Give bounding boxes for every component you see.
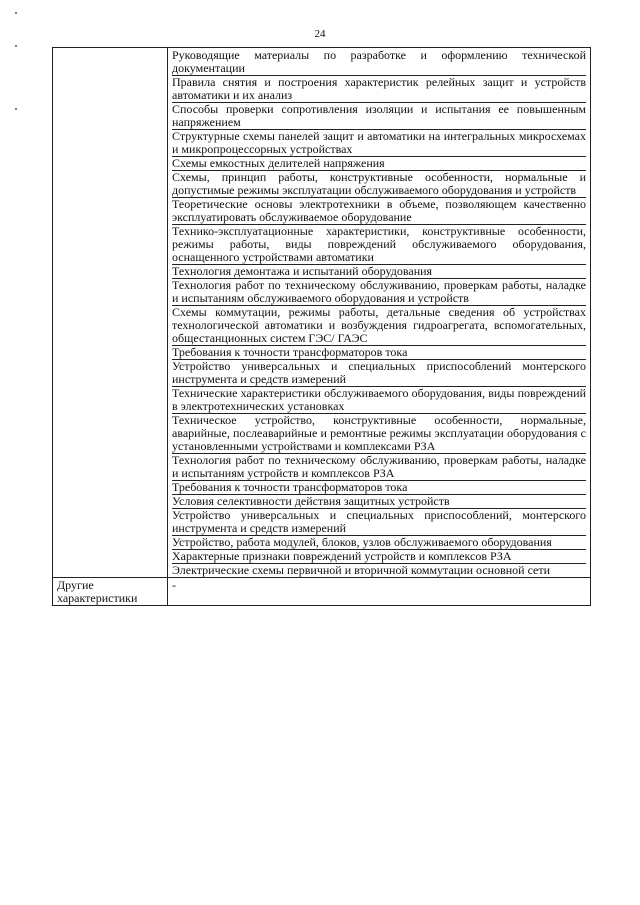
list-item: Схемы, принцип работы, конструктивные особенности, нормальные и допустимые режимы эксплуатации обслуживаемого оборудования и устройств bbox=[172, 170, 586, 197]
list-item: Правила снятия и построения характеристик релейных защит и устройств автоматики и их анализ bbox=[172, 75, 586, 102]
requirements-table bbox=[52, 47, 591, 606]
page-number: 24 bbox=[314, 28, 326, 40]
scan-dot-mark bbox=[15, 12, 17, 14]
table-row bbox=[53, 578, 591, 606]
list-item: Условия селективности действия защитных устройств bbox=[172, 495, 586, 509]
list-item: Способы проверки сопротивления изоляции и испытания ее повышенным напряжением bbox=[172, 102, 586, 129]
left-cell-empty bbox=[53, 48, 168, 578]
table-row bbox=[53, 48, 591, 578]
list-item: Теоретические основы электротехники в объеме, позволяющем качественно эксплуатировать обслуживаемое оборудование bbox=[172, 197, 586, 224]
list-item: Технология демонтажа и испытаний оборудования bbox=[172, 265, 586, 279]
list-item: Схемы емкостных делителей напряжения bbox=[172, 157, 586, 171]
list-item: Техническое устройство, конструктивные особенности, нормальные, аварийные, послеаварийные и ремонтные режимы эксплуатации оборудования с установленными устройствами и комплексами РЗА bbox=[172, 413, 586, 453]
knowledge-list-cell bbox=[168, 48, 591, 578]
list-item: Характерные признаки повреждений устройств и комплексов РЗА bbox=[172, 550, 586, 564]
list-item: Устройство универсальных и специальных приспособлений, монтерского инструмента и средств измерений bbox=[172, 508, 586, 535]
list-item: Структурные схемы панелей защит и автоматики на интегральных микросхемах и микропроцессорных устройствах bbox=[172, 129, 586, 156]
list-item: Технико-эксплуатационные характеристики, конструктивные особенности, режимы работы, виды повреждений обслуживаемого оборудования, оснащенного устройствами автоматики bbox=[172, 224, 586, 264]
list-item: Схемы коммутации, режимы работы, детальные сведения об устройствах технологической автоматики и возбуждения гидроагрегата, вспомогательных, общестанционных систем ГЭС/ ГАЭС bbox=[172, 305, 586, 345]
list-item: Технические характеристики обслуживаемого оборудования, виды повреждений в электротехнических установках bbox=[172, 386, 586, 413]
list-item: Устройство, работа модулей, блоков, узлов обслуживаемого оборудования bbox=[172, 536, 586, 550]
list-item: Устройство универсальных и специальных приспособлений монтерского инструмента и средств измерений bbox=[172, 359, 586, 386]
list-item: Руководящие материалы по разработке и оформлению технической документации bbox=[172, 48, 586, 75]
list-item: Требования к точности трансформаторов тока bbox=[172, 481, 586, 495]
scan-dot-mark bbox=[15, 108, 17, 110]
other-characteristics-value: - bbox=[168, 578, 591, 606]
list-item: Электрические схемы первичной и вторичной коммутации основной сети bbox=[172, 563, 551, 577]
list-item: Технология работ по техническому обслуживанию, проверкам работы, наладке и испытаниям устройств и комплексов РЗА bbox=[172, 453, 586, 480]
scan-dot-mark bbox=[15, 45, 17, 47]
list-item: Требования к точности трансформаторов тока bbox=[172, 346, 586, 360]
list-item: Технология работ по техническому обслуживанию, проверкам работы, наладке и испытаниям обслуживаемого оборудования и устройств bbox=[172, 278, 586, 305]
other-characteristics-label: Другие характеристики bbox=[53, 578, 168, 606]
